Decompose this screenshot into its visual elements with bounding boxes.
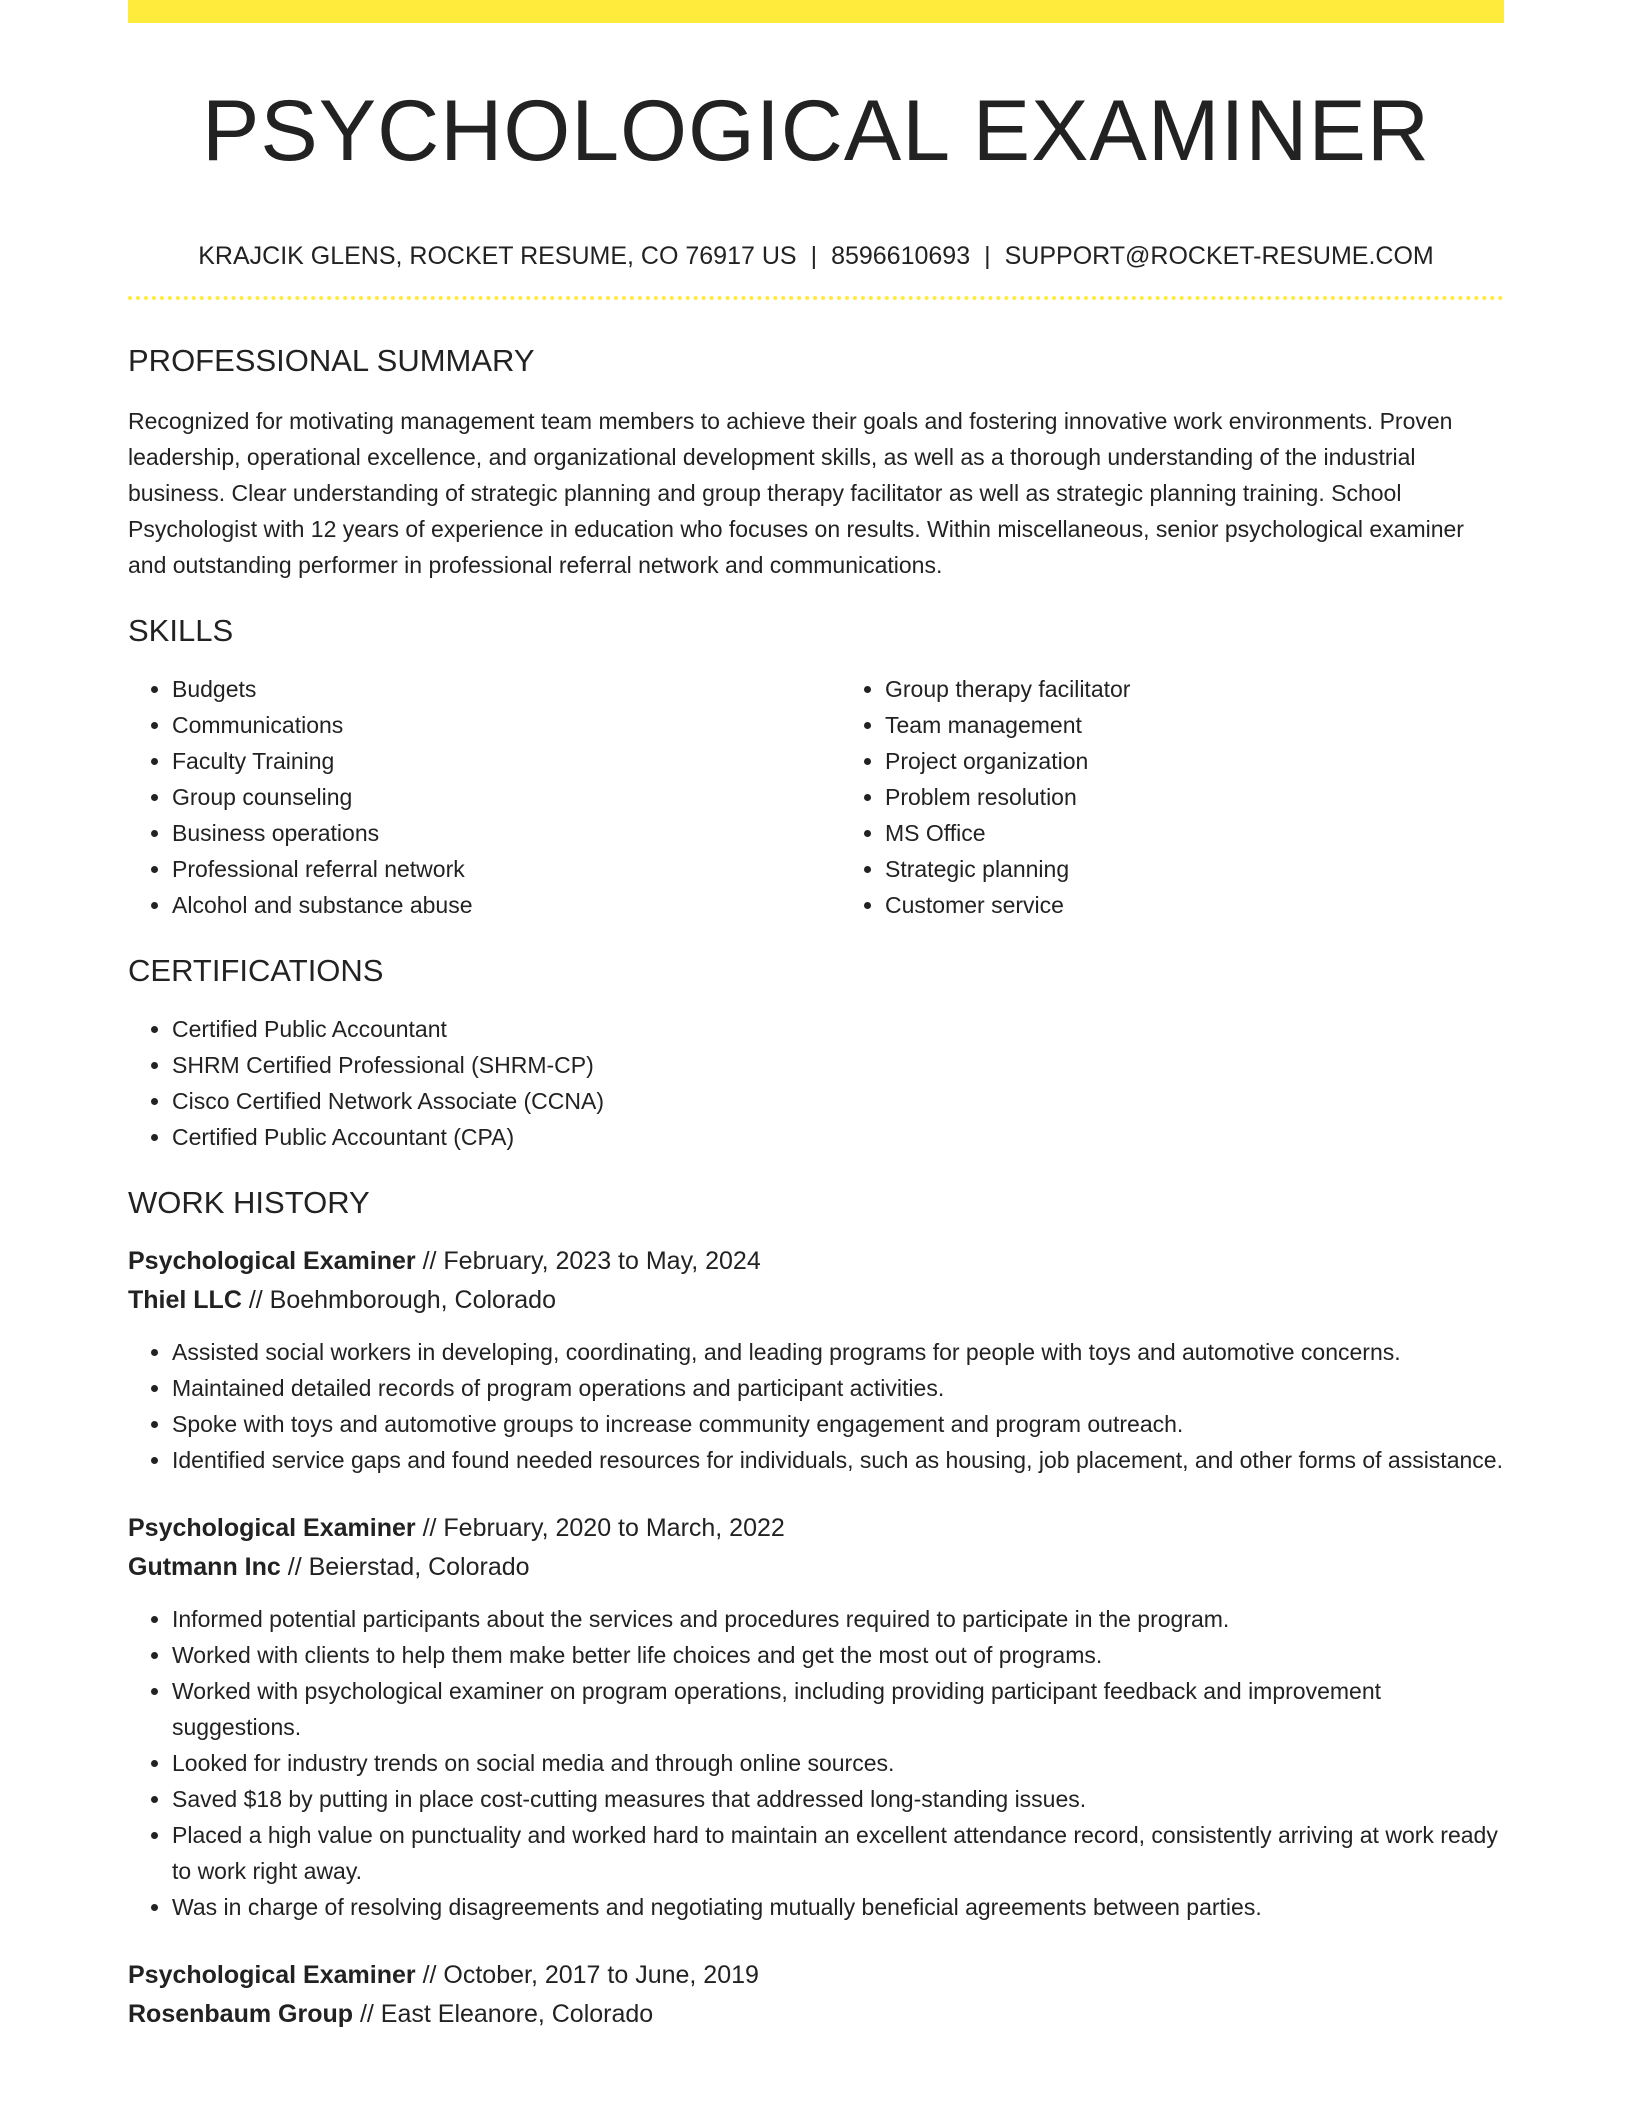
job-bullets — [128, 1601, 1504, 1925]
job-company: Thiel LLC — [128, 1286, 242, 1314]
certification-item: • Cisco Certified Network Associate (CCNA) — [172, 1083, 1504, 1119]
certifications-list — [128, 1011, 1504, 1155]
job-location: // Beierstad, Colorado — [280, 1553, 530, 1581]
skills-columns — [128, 671, 1504, 923]
job-location: // Boehmborough, Colorado — [241, 1286, 556, 1314]
job-bullet: • Placed a high value on punctuality and worked hard to maintain an excellent attendance record, consistently arriving at work ready to work right away. — [172, 1817, 1504, 1889]
job-bullets — [128, 1334, 1504, 1478]
skills-list-left — [128, 671, 791, 923]
skills-heading: SKILLS — [128, 613, 234, 648]
job-title: Psychological Examiner — [128, 1514, 416, 1542]
skill-item: • MS Office — [885, 815, 1504, 851]
skill-item: • Communications — [172, 707, 791, 743]
summary-heading: PROFESSIONAL SUMMARY — [128, 343, 535, 378]
skill-item: • Project organization — [885, 743, 1504, 779]
work-history-heading: WORK HISTORY — [128, 1185, 370, 1220]
certifications-heading: CERTIFICATIONS — [128, 953, 384, 988]
resume-name: PSYCHOLOGICAL EXAMINER — [202, 83, 1430, 179]
job-company-line — [128, 1995, 1504, 2034]
job-bullet: • Maintained detailed records of program operations and participant activities. — [172, 1370, 1504, 1406]
job-bullet: • Looked for industry trends on social media and through online sources. — [172, 1745, 1504, 1781]
job-bullet: • Worked with psychological examiner on program operations, including providing participant feedback and improvement suggestions. — [172, 1673, 1504, 1745]
certification-item: • Certified Public Accountant (CPA) — [172, 1119, 1504, 1155]
skill-item: • Customer service — [885, 887, 1504, 923]
job-bullet: • Informed potential participants about the services and procedures required to participate in the program. — [172, 1601, 1504, 1637]
skill-item: • Professional referral network — [172, 851, 791, 887]
job-company: Gutmann Inc — [128, 1553, 281, 1581]
skill-item: • Budgets — [172, 671, 791, 707]
contact-email: SUPPORT@ROCKET-RESUME.COM — [1004, 242, 1434, 270]
skills-section — [128, 611, 1504, 923]
contact-phone: 8596610693 — [831, 242, 971, 270]
job-bullet: • Was in charge of resolving disagreements and negotiating mutually beneficial agreements between parties. — [172, 1889, 1504, 1925]
job-title-line — [128, 1509, 1504, 1548]
job-bullet: • Spoke with toys and automotive groups to increase community engagement and program outreach. — [172, 1406, 1504, 1442]
skill-item: • Alcohol and substance abuse — [172, 887, 791, 923]
job-bullet: • Assisted social workers in developing, coordinating, and leading programs for people with toys and automotive concerns. — [172, 1334, 1504, 1370]
job-entry — [128, 1242, 1504, 1478]
contact-address: KRAJCIK GLENS, ROCKET RESUME, CO 76917 US — [198, 242, 797, 270]
job-location: // East Eleanore, Colorado — [353, 2000, 654, 2028]
skill-item: • Team management — [885, 707, 1504, 743]
job-entry — [128, 1956, 1504, 2034]
skill-item: • Business operations — [172, 815, 791, 851]
certifications-section — [128, 951, 1504, 1155]
job-bullet: • Saved $18 by putting in place cost-cutting measures that addressed long-standing issues. — [172, 1781, 1504, 1817]
job-company-line — [128, 1548, 1504, 1587]
skill-item: • Group therapy facilitator — [885, 671, 1504, 707]
skill-item: • Faculty Training — [172, 743, 791, 779]
job-company-line — [128, 1281, 1504, 1320]
job-title-line — [128, 1242, 1504, 1281]
contact-separator: | — [810, 242, 818, 270]
work-history-section — [128, 1183, 1504, 2034]
job-bullet: • Worked with clients to help them make better life choices and get the most out of programs. — [172, 1637, 1504, 1673]
contact-separator: | — [984, 242, 991, 270]
job-dates: // October, 2017 to June, 2019 — [415, 1961, 759, 1989]
job-dates: // February, 2023 to May, 2024 — [415, 1247, 761, 1275]
skill-item: • Problem resolution — [885, 779, 1504, 815]
resume-page — [128, 0, 1504, 2034]
skills-list-right — [791, 671, 1504, 923]
skill-item: • Group counseling — [172, 779, 791, 815]
job-company: Rosenbaum Group — [128, 2000, 354, 2028]
job-entry — [128, 1509, 1504, 1925]
job-bullet: • Identified service gaps and found needed resources for individuals, such as housing, job placement, and other forms of assistance. — [172, 1442, 1504, 1478]
summary-text: Recognized for motivating management team members to achieve their goals and fostering innovative work environments. Proven leadership, operational excellence, and organizational development skills, as well as a thorough understanding of the industrial business. Clear understanding of strategic planning and group therapy facilitator as well as strategic planning training. School Psychologist with 12 years of experience in education who focuses on results. Within miscellaneous, senior psychological examiner and outstanding performer in professional referral network and communications. — [128, 408, 1464, 578]
job-title: Psychological Examiner — [128, 1247, 416, 1275]
header-divider — [128, 296, 1504, 300]
job-title: Psychological Examiner — [128, 1961, 416, 1989]
certification-item: • Certified Public Accountant — [172, 1011, 1504, 1047]
job-dates: // February, 2020 to March, 2022 — [415, 1514, 785, 1542]
contact-line — [128, 240, 1504, 272]
skill-item: • Strategic planning — [885, 851, 1504, 887]
job-title-line — [128, 1956, 1504, 1995]
summary-section — [128, 341, 1504, 583]
certification-item: • SHRM Certified Professional (SHRM-CP) — [172, 1047, 1504, 1083]
